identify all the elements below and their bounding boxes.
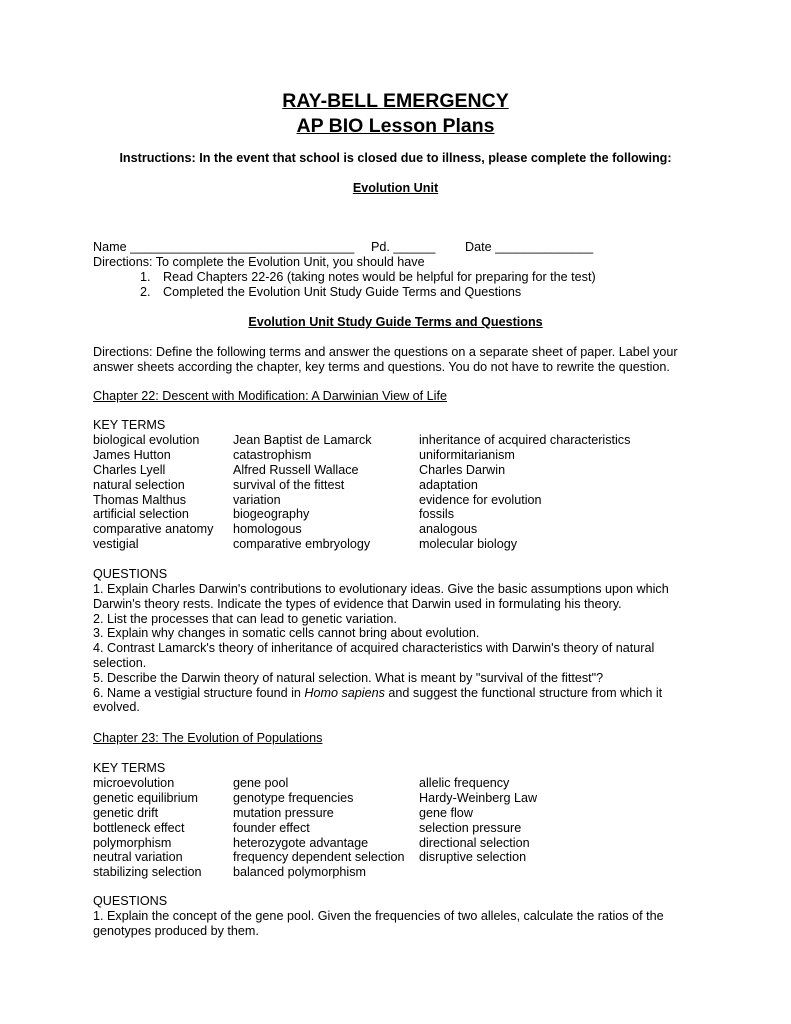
term: allelic frequency xyxy=(419,776,510,790)
term: Thomas Malthus xyxy=(93,492,187,507)
step-text: Completed the Evolution Unit Study Guide Terms and Questions xyxy=(163,285,522,299)
question-text: and suggest the functional structure from which it evolved. xyxy=(93,685,663,715)
term: selection pressure xyxy=(419,820,522,835)
term: fossils xyxy=(419,507,454,522)
questions-label: QUESTIONS xyxy=(93,567,168,581)
term: frequency dependent selection xyxy=(233,850,405,865)
study-guide-directions: Directions: Define the following terms and answer the questions on a separate sheet of paper. Label your answer sheets according the chapter, key terms and questions. You do not have to rewrite the question. xyxy=(93,345,678,374)
term: biological evolution xyxy=(93,433,200,447)
term: catastrophism xyxy=(233,447,312,462)
term: uniformitarianism xyxy=(419,447,515,462)
term: biogeography xyxy=(233,507,310,522)
term: neutral variation xyxy=(93,850,183,865)
instructions-text: Instructions: In the event that school is closed due to illness, please complete the following: xyxy=(119,151,672,165)
chapter-22-questions xyxy=(93,582,703,715)
term: Jean Baptist de Lamarck xyxy=(233,433,372,447)
term: genotype frequencies xyxy=(233,790,354,805)
term: homologous xyxy=(233,522,302,537)
key-terms-label: KEY TERMS xyxy=(93,418,166,432)
term: inheritance of acquired characteristics xyxy=(419,433,631,447)
term: vestigial xyxy=(93,537,139,552)
question-text: 6. Name a vestigial structure found in xyxy=(93,685,305,700)
chapter-23-questions xyxy=(93,909,703,939)
term: adaptation xyxy=(419,477,478,492)
date-label: Date xyxy=(465,240,492,254)
term: balanced polymorphism xyxy=(233,865,367,880)
term: Charles Lyell xyxy=(93,462,166,477)
term: survival of the fittest xyxy=(233,477,345,492)
term: stabilizing selection xyxy=(93,865,202,880)
term: natural selection xyxy=(93,477,185,492)
study-guide-heading: Evolution Unit Study Guide Terms and Questions xyxy=(248,315,543,329)
name-field xyxy=(93,240,354,255)
term: polymorphism xyxy=(93,835,172,850)
term: gene pool xyxy=(233,776,289,790)
date-field xyxy=(465,240,593,255)
period-blank: ______ xyxy=(393,240,436,254)
species-name: Homo sapiens xyxy=(304,685,385,700)
term: genetic equilibrium xyxy=(93,790,199,805)
term: bottleneck effect xyxy=(93,820,185,835)
term: microevolution xyxy=(93,776,175,790)
term: artificial selection xyxy=(93,507,189,522)
term: molecular biology xyxy=(419,537,518,552)
unit-heading: Evolution Unit xyxy=(352,181,439,195)
document-subtitle: AP BIO Lesson Plans xyxy=(296,115,495,137)
question: 4. Contrast Lamarck's theory of inheritance of acquired characteristics with Darwin's theory of natural selection. xyxy=(93,641,655,670)
term: directional selection xyxy=(419,835,530,850)
name-label: Name xyxy=(93,240,127,254)
term: comparative embryology xyxy=(233,537,371,552)
question: 3. Explain why changes in somatic cells cannot bring about evolution. xyxy=(93,626,480,641)
name-blank: ________________________________ xyxy=(130,240,355,254)
date-blank: ______________ xyxy=(495,240,594,254)
term: founder effect xyxy=(233,820,310,835)
document-title: RAY-BELL EMERGENCY xyxy=(282,90,509,112)
term: Charles Darwin xyxy=(419,462,506,477)
term: heterozygote advantage xyxy=(233,835,369,850)
step-text: Read Chapters 22-26 (taking notes would be helpful for preparing for the test) xyxy=(163,270,596,284)
key-terms-label: KEY TERMS xyxy=(93,761,166,775)
term: evidence for evolution xyxy=(419,492,542,507)
step-number: 2. xyxy=(140,285,151,299)
term: James Hutton xyxy=(93,447,171,462)
question xyxy=(93,686,703,716)
term: analogous xyxy=(419,522,478,537)
chapter-23-heading: Chapter 23: The Evolution of Populations xyxy=(93,731,323,745)
term: disruptive selection xyxy=(419,850,527,865)
question: 1. Explain Charles Darwin's contributions to evolutionary ideas. Give the basic assumptions upon which Darwin's theory rests. Indicate the types of evidence that Darwin used in formulating his theory. xyxy=(93,582,669,611)
question: 2. List the processes that can lead to genetic variation. xyxy=(93,611,397,626)
term: comparative anatomy xyxy=(93,522,214,537)
question: 1. Explain the concept of the gene pool. Given the frequencies of two alleles, calculate the ratios of the genotypes produced by them. xyxy=(93,909,664,938)
step-number: 1. xyxy=(140,270,151,284)
period-label: Pd. xyxy=(371,240,390,254)
term: Alfred Russell Wallace xyxy=(233,462,359,477)
term: gene flow xyxy=(419,805,473,820)
term: variation xyxy=(233,492,281,507)
term: Hardy-Weinberg Law xyxy=(419,790,538,805)
directions-text: Directions: To complete the Evolution Unit, you should have xyxy=(93,255,425,269)
period-field xyxy=(371,240,435,255)
question: 5. Describe the Darwin theory of natural selection. What is meant by "survival of the fittest"? xyxy=(93,670,604,685)
term: genetic drift xyxy=(93,805,159,820)
chapter-22-heading: Chapter 22: Descent with Modification: A Darwinian View of Life xyxy=(93,389,447,403)
questions-label: QUESTIONS xyxy=(93,894,168,908)
term: mutation pressure xyxy=(233,805,334,820)
